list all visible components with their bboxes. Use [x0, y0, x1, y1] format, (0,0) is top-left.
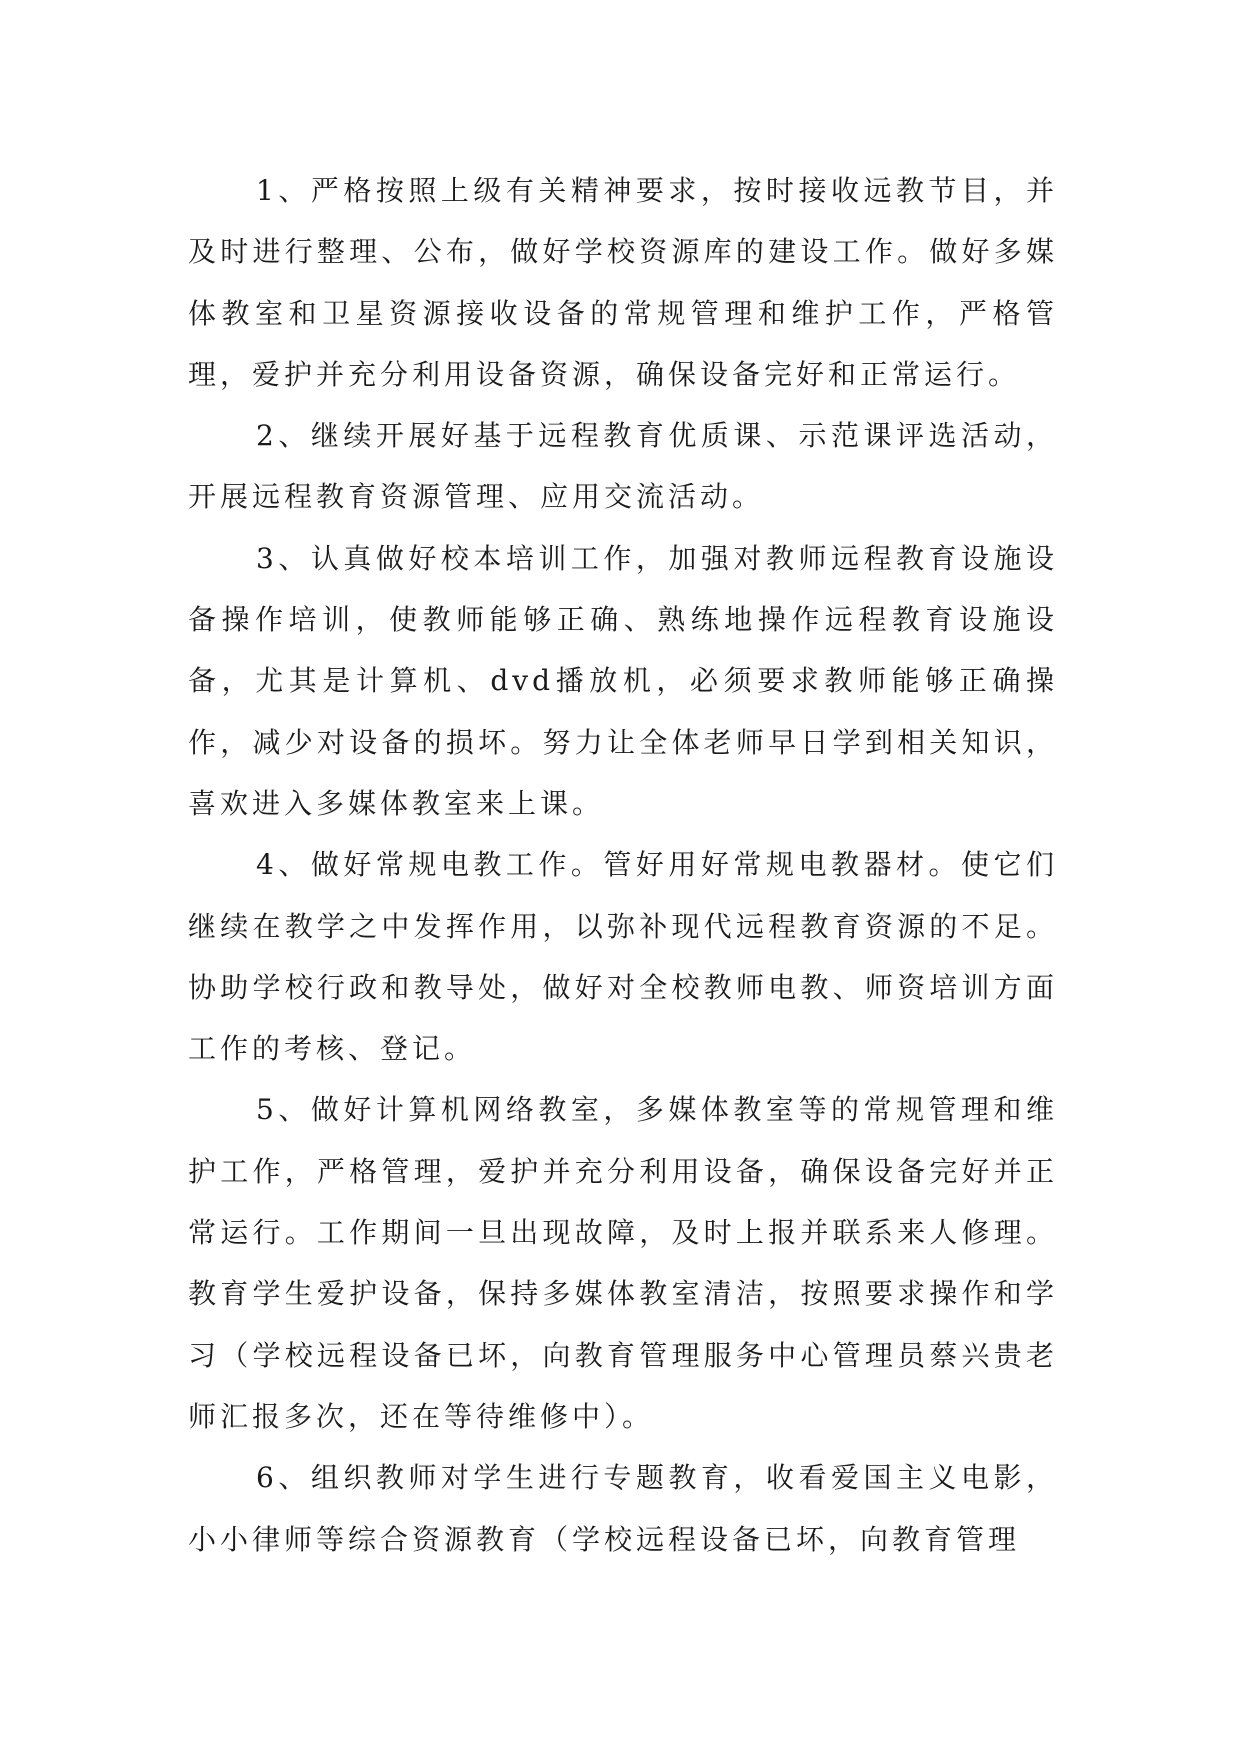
- paragraph-6: 6、组织教师对学生进行专题教育，收看爱国主义电影，小小律师等综合资源教育（学校远程设备已坏，向教育管理: [188, 1461, 1058, 1556]
- paragraph-5: 5、做好计算机网络教室，多媒体教室等的常规管理和维护工作，严格管理，爱护并充分利用设备，确保设备完好并正常运行。工作期间一旦出现故障，及时上报并联系来人修理。教育学生爱护设备，保持多媒体教室清洁，按照要求操作和学习（学校远程设备已坏，向教育管理服务中心管理员蔡兴贵老师汇报多次，还在等待维修中）。: [188, 1093, 1058, 1433]
- paragraph-2: 2、继续开展好基于远程教育优质课、示范课评选活动，开展远程教育资源管理、应用交流活动。: [188, 419, 1058, 514]
- paragraph-3: 3、认真做好校本培训工作，加强对教师远程教育设施设备操作培训，使教师能够正确、熟练地操作远程教育设施设备，尤其是计算机、dvd播放机，必须要求教师能够正确操作，减少对设备的损坏。努力让全体老师早日学到相关知识，喜欢进入多媒体教室来上课。: [188, 541, 1058, 820]
- paragraph-4: 4、做好常规电教工作。管好用好常规电教器材。使它们继续在教学之中发挥作用，以弥补现代远程教育资源的不足。协助学校行政和教导处，做好对全校教师电教、师资培训方面工作的考核、登记。: [188, 848, 1058, 1066]
- paragraph-1: 1、严格按照上级有关精神要求，按时接收远教节目，并及时进行整理、公布，做好学校资源库的建设工作。做好多媒体教室和卫星资源接收设备的常规管理和维护工作，严格管理，爱护并充分利用设备资源，确保设备完好和正常运行。: [188, 174, 1058, 391]
- document-body: [188, 160, 1058, 1570]
